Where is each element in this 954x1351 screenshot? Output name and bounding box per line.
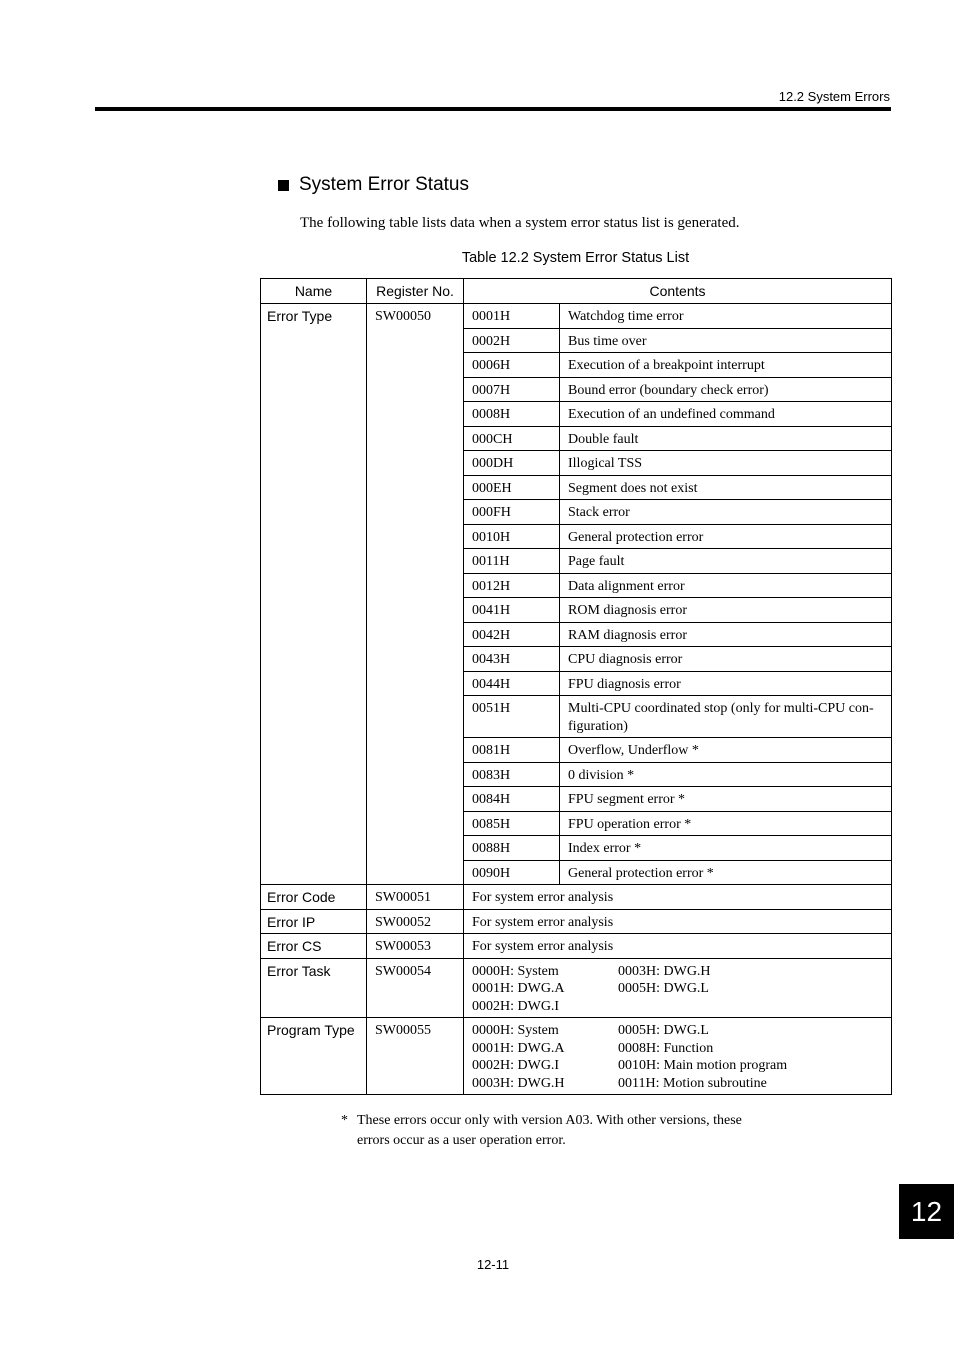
program-type-list-row: [472, 1022, 883, 1040]
error-description: [560, 573, 892, 598]
program-type-item: 0000H: System: [472, 1023, 559, 1038]
program-type-item: 0010H: Main motion program: [618, 1058, 788, 1073]
error-description: [560, 426, 892, 451]
error-description-text: Page fault: [568, 554, 625, 569]
error-description: [560, 622, 892, 647]
error-code-value: 000DH: [464, 451, 560, 476]
error-description-text: Double fault: [568, 431, 639, 447]
error-description-text: Segment does not exist: [568, 480, 698, 496]
program-type-item: 0001H: DWG.A: [472, 1040, 565, 1056]
error-code-value: 0044H: [464, 671, 560, 696]
table-row: [261, 1018, 892, 1095]
error-description-text: General protection error: [568, 529, 704, 545]
error-description-text: Watchdog time error: [568, 309, 684, 324]
error-code-value: 0083H: [464, 762, 560, 787]
error-description-text: FPU diagnosis error: [568, 676, 681, 692]
program-type-item: 0011H: Motion subroutine: [618, 1075, 767, 1091]
column-header-contents: Contents: [464, 279, 892, 304]
error-task-item: 0005H: DWG.L: [618, 981, 709, 996]
error-cs-name: Error CS: [261, 934, 367, 959]
table-caption: Table 12.2 System Error Status List: [461, 250, 690, 266]
error-task-list-row: [472, 963, 883, 981]
error-description-text: CPU diagnosis error: [568, 652, 683, 667]
error-code-value: 000EH: [464, 475, 560, 500]
footnote-line-2: errors occur as a user operation error.: [357, 1133, 566, 1148]
error-description-text: Illogical TSS: [568, 456, 643, 471]
error-code-value: 0002H: [464, 328, 560, 353]
error-description-text: Bus time over: [568, 333, 647, 349]
error-description-text: Execution of an undefined command: [568, 407, 775, 422]
error-description-text: FPU operation error *: [568, 816, 692, 832]
error-ip-name: Error IP: [261, 909, 367, 934]
error-code-value: 0051H: [464, 696, 560, 738]
error-code-value: 0085H: [464, 811, 560, 836]
error-code-value: 0011H: [464, 549, 560, 574]
error-code-value: 0008H: [464, 402, 560, 427]
table-row: [261, 934, 892, 959]
error-description-text: ROM diagnosis error: [568, 603, 687, 618]
error-code-register: SW00051: [367, 885, 464, 910]
error-description: [560, 762, 892, 787]
error-description: [560, 377, 892, 402]
program-type-item: 0008H: Function: [618, 1040, 714, 1056]
error-code-value: 000FH: [464, 500, 560, 525]
error-description: [560, 451, 892, 476]
error-task-contents: [464, 958, 892, 1018]
error-code-value: 0041H: [464, 598, 560, 623]
program-type-contents: [464, 1018, 892, 1095]
error-description: [560, 549, 892, 574]
error-description-text-cont: figuration): [568, 718, 628, 734]
error-description: [560, 353, 892, 378]
error-description: [560, 696, 892, 738]
error-description-text: Stack error: [568, 505, 630, 520]
error-code-contents: For system error analysis: [464, 885, 892, 910]
program-type-list-row: [472, 1075, 883, 1093]
table-header-row: [261, 279, 892, 304]
error-code-value: 0043H: [464, 647, 560, 672]
error-cs-register: SW00053: [367, 934, 464, 959]
error-description: [560, 836, 892, 861]
error-code-value: 0001H: [464, 304, 560, 329]
column-header-name: Name: [261, 279, 367, 304]
error-type-register: SW00050: [367, 304, 464, 885]
program-type-item: 0003H: DWG.H: [472, 1075, 565, 1091]
error-description-text: 0 division *: [568, 767, 635, 783]
error-cs-contents: For system error analysis: [464, 934, 892, 959]
program-type-register: SW00055: [367, 1018, 464, 1095]
column-header-register: Register No.: [367, 279, 464, 304]
error-task-name: Error Task: [261, 958, 367, 1018]
error-description: [560, 402, 892, 427]
error-code-name: Error Code: [261, 885, 367, 910]
error-description-text: Bound error (boundary check error): [568, 382, 769, 398]
error-code-value: 000CH: [464, 426, 560, 451]
error-ip-register: SW00052: [367, 909, 464, 934]
error-description-text: Execution of a breakpoint interrupt: [568, 358, 765, 373]
error-description: [560, 647, 892, 672]
error-description: [560, 328, 892, 353]
program-type-name: Program Type: [261, 1018, 367, 1095]
error-type-name: Error Type: [261, 304, 367, 885]
error-code-value: 0088H: [464, 836, 560, 861]
error-task-list-row: [472, 998, 883, 1016]
error-code-value: 0042H: [464, 622, 560, 647]
page-number: 12-11: [476, 1257, 510, 1272]
error-description: [560, 304, 892, 329]
square-bullet-icon: [278, 180, 289, 191]
error-description-text: General protection error *: [568, 865, 714, 881]
error-description: [560, 787, 892, 812]
intro-paragraph: The following table lists data when a system error status list is generated.: [300, 215, 740, 231]
error-task-register: SW00054: [367, 958, 464, 1018]
error-task-item: 0001H: DWG.A: [472, 981, 565, 996]
error-description: [560, 500, 892, 525]
program-type-list-row: [472, 1040, 883, 1058]
error-description: [560, 524, 892, 549]
error-description: [560, 811, 892, 836]
program-type-list-row: [472, 1057, 883, 1075]
error-task-list-row: [472, 980, 883, 998]
error-task-item: 0003H: DWG.H: [618, 963, 711, 979]
error-description-text: Multi-CPU coordinated stop (only for multi-CPU con-: [568, 701, 874, 716]
error-description-text: Data alignment error: [568, 578, 685, 594]
error-description: [560, 671, 892, 696]
error-description: [560, 860, 892, 885]
error-description-text: Index error *: [568, 841, 642, 856]
program-type-item: 0005H: DWG.L: [618, 1023, 709, 1038]
section-heading-text: System Error Status: [299, 174, 469, 195]
error-code-value: 0084H: [464, 787, 560, 812]
error-description: [560, 738, 892, 763]
program-type-item: 0002H: DWG.I: [472, 1058, 560, 1073]
running-header: 12.2 System Errors: [778, 89, 890, 104]
error-task-item: 0002H: DWG.I: [472, 998, 560, 1014]
table-row: [261, 909, 892, 934]
error-code-value: 0090H: [464, 860, 560, 885]
footnote: [341, 1111, 742, 1151]
error-code-value: 0081H: [464, 738, 560, 763]
footnote-marker: *: [341, 1113, 348, 1128]
table-row: [261, 304, 892, 329]
error-description-text: FPU segment error *: [568, 792, 686, 807]
error-code-value: 0010H: [464, 524, 560, 549]
error-code-value: 0012H: [464, 573, 560, 598]
system-error-status-table: [260, 278, 892, 1095]
footnote-line-1: These errors occur only with version A03. With other versions, these: [357, 1113, 742, 1128]
error-task-item: 0000H: System: [472, 963, 559, 979]
header-rule: [95, 107, 891, 111]
table-row: [261, 958, 892, 1018]
error-description: [560, 475, 892, 500]
error-description: [560, 598, 892, 623]
error-description-text: Overflow, Underflow *: [568, 743, 699, 758]
error-ip-contents: For system error analysis: [464, 909, 892, 934]
error-description-text: RAM diagnosis error: [568, 627, 687, 643]
chapter-tab: 12: [899, 1184, 954, 1239]
section-heading: [278, 174, 469, 196]
error-code-value: 0006H: [464, 353, 560, 378]
table-row: [261, 885, 892, 910]
error-code-value: 0007H: [464, 377, 560, 402]
